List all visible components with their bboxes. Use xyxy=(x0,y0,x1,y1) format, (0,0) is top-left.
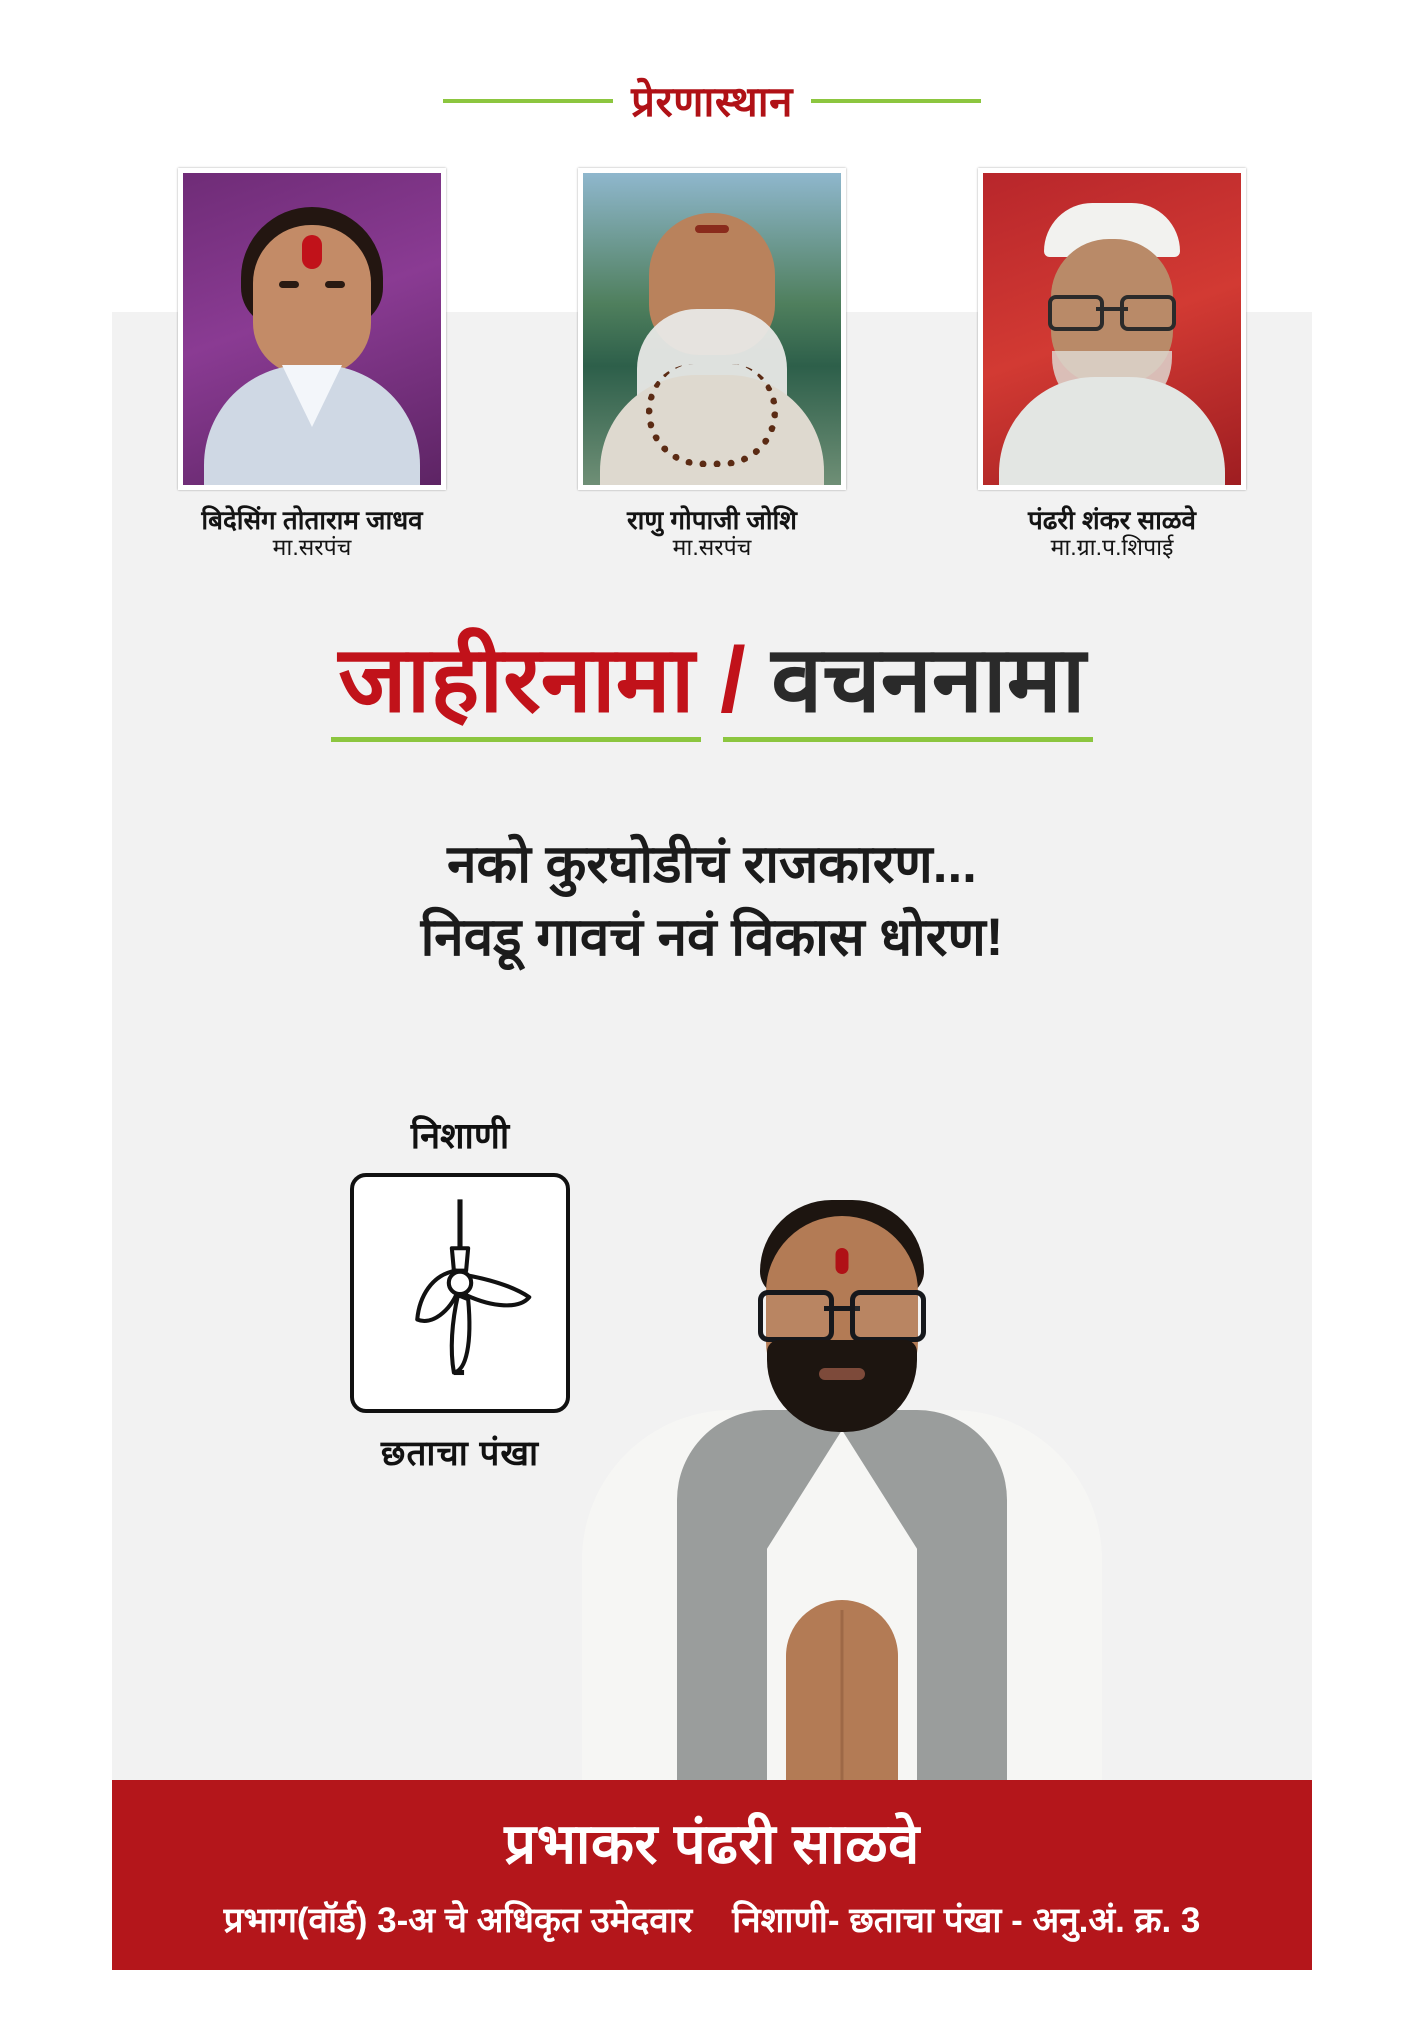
inspiration-portraits xyxy=(112,168,1312,561)
header-title: प्रेरणास्थान xyxy=(631,78,793,125)
portrait-role: मा.सरपंच xyxy=(672,534,752,561)
portrait-caption xyxy=(201,506,422,561)
spectacles-icon xyxy=(1048,295,1176,325)
subheadline-block xyxy=(112,828,1312,974)
symbol-box xyxy=(350,1173,570,1413)
portrait-name: राणु गोपाजी जोशि xyxy=(627,505,797,535)
symbol-caption: छताचा पंखा xyxy=(380,1434,540,1473)
spectacles-icon xyxy=(758,1290,926,1334)
ceiling-fan-icon xyxy=(358,1177,562,1401)
headline-rule-right xyxy=(723,737,1093,742)
candidate-name: प्रभाकर पंढरी साळवे xyxy=(504,1812,920,1875)
inspiration-item xyxy=(172,168,452,561)
subheadline-line-1: नको कुरघोडीचं राजकारण... xyxy=(447,835,977,894)
eye-left xyxy=(279,281,299,288)
poster-bottom-white-band xyxy=(112,1970,1312,2018)
portrait-photo-3 xyxy=(983,173,1241,485)
portrait-name: पंढरी शंकर साळवे xyxy=(1027,505,1197,535)
tilak-mark xyxy=(836,1248,849,1274)
tilak-mark xyxy=(302,235,322,269)
portrait-role: मा.सरपंच xyxy=(272,534,352,561)
portrait-photo-2 xyxy=(583,173,841,485)
poster-sheet xyxy=(112,0,1312,2018)
headline-block xyxy=(112,629,1312,742)
portrait-photo-1 xyxy=(183,173,441,485)
ward-info: प्रभाग(वॉर्ड) 3-अ चे अधिकृत उमेदवार xyxy=(223,1901,693,1940)
header-rule-left xyxy=(443,99,613,103)
symbol-info: निशाणी- छताचा पंखा - अनु.अं. क्र. 3 xyxy=(732,1901,1201,1940)
photo-frame xyxy=(578,168,846,490)
subheadline-line-2: निवडू गावचं नवं विकास धोरण! xyxy=(420,908,1004,968)
mala-beads xyxy=(646,364,778,467)
photo-frame xyxy=(978,168,1246,490)
symbol-title: निशाणी xyxy=(410,1115,510,1156)
headline xyxy=(112,629,1312,731)
photo-frame xyxy=(178,168,446,490)
inspiration-item xyxy=(572,168,852,561)
portrait-caption xyxy=(627,506,797,561)
headline-separator: / xyxy=(720,629,746,731)
headline-part1: जाहीरनामा xyxy=(338,629,695,731)
forehead-mark xyxy=(695,225,729,233)
header xyxy=(112,72,1312,129)
headline-rule-left xyxy=(331,737,701,742)
header-rule-right xyxy=(811,99,981,103)
eye-right xyxy=(325,281,345,288)
portrait-caption xyxy=(1028,506,1196,561)
headline-part2: वचननामा xyxy=(771,629,1086,731)
lip-shape xyxy=(819,1368,865,1380)
headline-underlines xyxy=(112,737,1312,742)
portrait-name: बिदेसिंग तोताराम जाधव xyxy=(201,505,423,535)
torso-shape xyxy=(999,377,1225,485)
footer-details xyxy=(112,1896,1312,1943)
footer-band xyxy=(112,1780,1312,1970)
inspiration-item xyxy=(972,168,1252,561)
portrait-role: मा.ग्रा.प.शिपाई xyxy=(1050,534,1174,561)
